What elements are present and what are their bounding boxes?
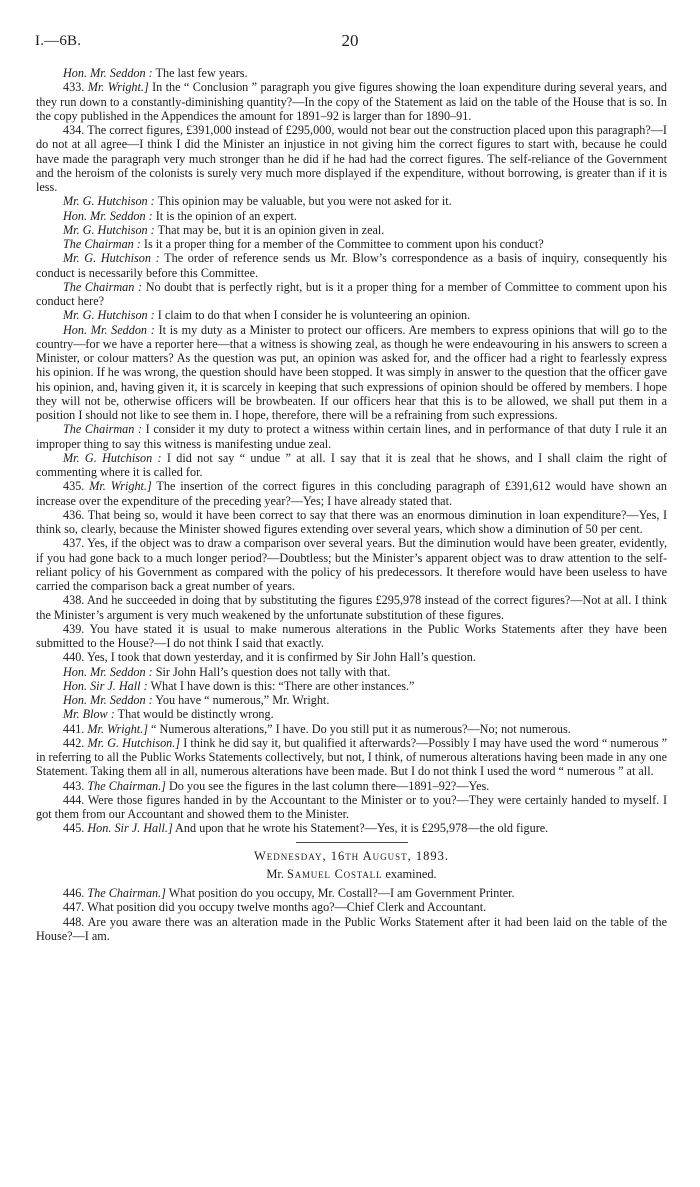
paragraph-text: Yes, if the object was to draw a comparison over several years. But the diminution would have been greater, evidently, if you had gone back to a much longer period?—Doubtless; but the Minister’s apparent object was to draw attention to the self-reliant policy of his Government as compared with the policy of his predecessors. It therefore would have been useless to have carried the comparison back a great number of years.	[36, 536, 667, 593]
question-number: 440.	[63, 650, 85, 665]
speaker-name: Mr. G. Hutchison :	[63, 450, 162, 465]
paragraph-text: And upon that he wrote his Statement?—Yes, it is £295,978—the old figure.	[172, 821, 549, 836]
paragraph-text: What I have down is this: “There are other instances.”	[147, 678, 415, 693]
question-number: 446.	[63, 886, 85, 900]
paragraph-text: I consider it my duty to protect a witness within certain lines, and in performance of that duty I rule it an improper thing to say this witness is manifesting undue zeal.	[36, 422, 667, 451]
testimony-paragraph	[36, 679, 667, 693]
question-number: 443.	[63, 778, 85, 793]
speaker-name: Hon. Mr. Seddon :	[63, 66, 153, 80]
paragraph-text: Yes, I took that down yesterday, and it is confirmed by Sir John Hall’s question.	[86, 650, 476, 665]
paragraph-text: No doubt that is perfectly right, but is it a proper thing for a member of Committee to comment upon his conduct here?	[36, 279, 667, 308]
testimony-paragraph	[36, 251, 667, 280]
testimony-paragraph	[36, 536, 667, 593]
paragraph-text: Do you see the figures in the last column there—1891–92?—Yes.	[165, 778, 490, 793]
speaker-name: Hon. Mr. Seddon :	[63, 322, 155, 337]
testimony-paragraph	[36, 323, 667, 423]
speaker-name: Mr. Wright.]	[87, 721, 148, 736]
testimony-before	[36, 66, 667, 836]
question-number: 434.	[63, 123, 85, 137]
testimony-paragraph	[36, 237, 667, 251]
speaker-name: The Chairman.]	[87, 778, 166, 793]
speaker-name: Hon. Mr. Seddon :	[63, 208, 153, 223]
speaker-name: Hon. Sir J. Hall :	[63, 678, 148, 693]
paragraph-text: The order of reference sends us Mr. Blow’s correspondence as a basis of inquiry, consequently his conduct is necessarily before this Committee.	[36, 251, 667, 280]
paragraph-text: Were those figures handed in by the Accountant to the Minister or to you?—They were certainly handed to myself. I got them from our Accountant and showed them to the Minister.	[36, 792, 668, 821]
speaker-name: The Chairman :	[63, 279, 143, 294]
document-reference: I.—6B.	[35, 33, 82, 49]
testimony-paragraph	[36, 886, 667, 900]
witness-prefix: Mr.	[266, 866, 288, 881]
paragraph-text: It is my duty as a Minister to protect our officers. Are members to express opinions that will go to the country—for we have a reporter here—that a witness is showing zeal, as though he were endeavouring in his answers to screen a Minister, or colour matters? As the question was put, an opinion was asked for, and the officer had a right to fearlessly express his opinion. If he was wrong, the question should have been stopped. It was simply in answer to the question that the officer gave his opinion, and, having given it, it is scarcely in keeping that such expressions of opinion should be offered by members. I hope they will not be, otherwise officers will be browbeaten. If our officers hear that this is to be allowed, we shall put them in a position I should not like to see them in. I hope, therefore, there will be a refraining from such expressions.	[36, 322, 668, 422]
testimony-paragraph	[36, 693, 667, 707]
question-number: 448.	[63, 914, 85, 929]
speaker-name: Mr. G. Hutchison :	[63, 222, 155, 237]
page-header	[35, 33, 665, 55]
speaker-name: Hon. Mr. Seddon :	[63, 693, 153, 707]
witness-name: Samuel Costall	[287, 866, 383, 881]
testimony-paragraph	[36, 650, 667, 664]
testimony-paragraph	[36, 622, 667, 651]
paragraph-text: I did not say “ undue ” at all. I say that it is zeal that he shows, and I shall claim the right of commenting where it is called for.	[36, 450, 667, 479]
speaker-name: Mr. G. Hutchison :	[63, 251, 160, 266]
testimony-paragraph	[36, 593, 667, 622]
paragraph-text: That would be distinctly wrong.	[114, 707, 274, 722]
testimony-paragraph	[36, 793, 667, 822]
testimony-paragraph	[36, 223, 667, 237]
paragraph-text: I claim to do that when I consider he is volunteering an opinion.	[154, 308, 471, 323]
question-number: 445.	[63, 821, 85, 836]
question-number: 436.	[63, 507, 85, 522]
speaker-name: Mr. G. Hutchison :	[63, 308, 155, 323]
paragraph-text: The insertion of the correct figures in this concluding paragraph of £391,612 would have shown an increase over the expenditure of the preceding year?—Yes; I have already stated that.	[36, 479, 668, 508]
speaker-name: Hon. Sir J. Hall.]	[87, 821, 173, 836]
paragraph-text: That may be, but it is an opinion given in zeal.	[154, 222, 385, 237]
speaker-name: The Chairman :	[63, 237, 141, 251]
speaker-name: Hon. Mr. Seddon :	[63, 664, 153, 679]
speaker-name: The Chairman.]	[87, 886, 166, 900]
paragraph-text: In the “ Conclusion ” paragraph you give figures showing the loan expenditure during several years, and they run down to a constantly-diminishing quantity?—In the copy of the Statement as laid on the table of the House that is so. In the copy published in the Appendices the amount for 1891–92 is larger than for 1890–91.	[36, 80, 668, 123]
speaker-name: Mr. Blow :	[63, 707, 115, 722]
document-body	[36, 66, 667, 943]
section-divider	[296, 842, 408, 843]
page-number: 20	[341, 31, 359, 50]
speaker-name: Mr. G. Hutchison.]	[87, 735, 181, 750]
testimony-paragraph	[36, 707, 667, 721]
question-number: 447.	[63, 900, 85, 915]
paragraph-text: It is the opinion of an expert.	[152, 208, 297, 223]
testimony-paragraph	[36, 779, 667, 793]
question-number: 442.	[63, 735, 85, 750]
testimony-paragraph	[36, 80, 667, 123]
paragraph-text: The last few years.	[152, 66, 248, 80]
testimony-paragraph	[36, 451, 667, 480]
testimony-paragraph	[36, 736, 667, 779]
question-number: 433.	[63, 80, 85, 95]
testimony-paragraph	[36, 508, 667, 537]
paragraph-text: Sir John Hall’s question does not tally with that.	[152, 664, 391, 679]
paragraph-text: What position did you occupy twelve months ago?—Chief Clerk and Accountant.	[87, 900, 487, 915]
testimony-paragraph	[36, 665, 667, 679]
testimony-paragraph	[36, 66, 667, 80]
paragraph-text: What position do you occupy, Mr. Costall?—I am Government Printer.	[165, 886, 515, 900]
paragraph-text: You have “ numerous,” Mr. Wright.	[152, 693, 330, 707]
question-number: 435.	[63, 479, 85, 494]
testimony-paragraph	[36, 280, 667, 309]
testimony-paragraph	[36, 209, 667, 223]
testimony-paragraph	[36, 123, 667, 194]
question-number: 439.	[63, 621, 85, 636]
testimony-paragraph	[36, 821, 667, 835]
question-number: 437.	[63, 536, 85, 551]
question-number: 438.	[63, 593, 85, 608]
testimony-paragraph	[36, 915, 667, 944]
question-number: 441.	[63, 721, 85, 736]
testimony-paragraph	[36, 900, 667, 914]
paragraph-text: Is it a proper thing for a member of the Committee to comment upon his conduct?	[140, 237, 544, 251]
speaker-name: Mr. G. Hutchison :	[63, 194, 155, 209]
testimony-paragraph	[36, 308, 667, 322]
paragraph-text: The correct figures, £391,000 instead of £295,000, would not bear out the construction placed upon this paragraph?—I do not at all agree—I think I did the Minister an injustice in not giving him the correct figures to start with, because he could have made the paragraph very much stronger than he did if he had had the correct figures. The self-reliance of the Government and the heroism of the colonists is surely very much more displayed if the expenditure, without borrowing, is greater than if it is less.	[36, 123, 667, 194]
speaker-name: The Chairman :	[63, 422, 143, 437]
witness-suffix: examined.	[382, 866, 437, 881]
testimony-paragraph	[36, 194, 667, 208]
paragraph-text: And he succeeded in doing that by substituting the figures £295,978 instead of the correct figures?—Not at all. I think the Minister’s argument is very much weakened by the unfortunate substitution of these figures.	[36, 593, 667, 622]
paragraph-text: I think he did say it, but qualified it afterwards?—Possibly I may have used the word “ numerous ” in referring to all the Public Works Statements collectively, but not, I think, of numerous alterations having been made in any one Statement. Taking them all in all, numerous alterations have been made. But I do not think I used the word “ numerous ” at all.	[36, 735, 667, 779]
testimony-after	[36, 886, 667, 943]
paragraph-text: Are you aware there was an alteration made in the Public Works Statement after it had been laid on the table of the House?—I am.	[36, 914, 667, 943]
testimony-paragraph	[36, 722, 667, 736]
paragraph-text: You have stated it is usual to make numerous alterations in the Public Works Statements after they have been submitted to the House?—I do not think I said that exactly.	[36, 621, 667, 650]
testimony-paragraph	[36, 479, 667, 508]
speaker-name: Mr. Wright.]	[87, 80, 149, 95]
testimony-paragraph	[36, 422, 667, 451]
date-heading: Wednesday, 16th August, 1893.	[253, 848, 450, 863]
question-number: 444.	[63, 792, 85, 807]
speaker-name: Mr. Wright.]	[89, 479, 152, 494]
paragraph-text: That being so, would it have been correct to say that there was an enormous diminution in loan expenditure?—Yes, I think so, clearly, because the Minister showed figures extending over several years, which show a diminution of 50 per cent.	[36, 507, 668, 536]
witness-heading	[36, 867, 667, 881]
paragraph-text: This opinion may be valuable, but you were not asked for it.	[154, 194, 452, 209]
paragraph-text: “ Numerous alterations,” I have. Do you still put it as numerous?—No; not numerous.	[147, 721, 571, 736]
